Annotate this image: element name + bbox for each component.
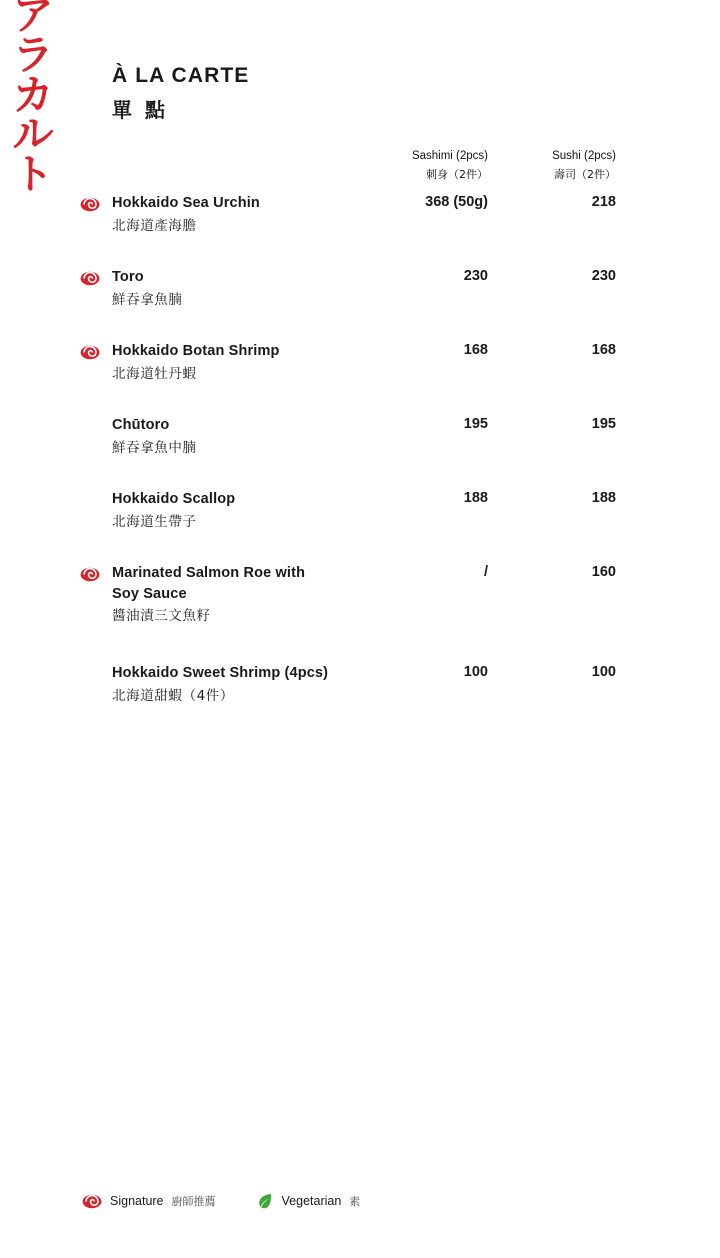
narutomaki-icon [80, 271, 100, 286]
column-header-sashimi-en: Sashimi (2pcs) [411, 150, 488, 162]
menu-item-name-en: Toro [112, 269, 144, 285]
menu-item-name-zh: 北海道牡丹蝦 [112, 365, 197, 382]
vertical-katakana-label [6, 0, 60, 199]
menu-item-price-sushi: 195 [591, 416, 616, 432]
menu-item-name-en: Hokkaido Sea Urchin [112, 195, 260, 211]
menu-item-name-zh: 鮮吞拿魚中腩 [112, 439, 197, 456]
menu-item-price-sushi: 218 [591, 194, 616, 210]
menu-item-price-sushi: 230 [591, 268, 616, 284]
menu-item [112, 663, 616, 737]
legend-label-vegetarian-en: Vegetarian [281, 1194, 342, 1208]
menu-item-name-en: Hokkaido Botan Shrimp [112, 343, 280, 359]
menu-item-price-sushi: 100 [591, 664, 616, 680]
menu-item-name-en: Marinated Salmon Roe with Soy Sauce [112, 565, 306, 602]
narutomaki-icon [82, 1194, 102, 1209]
menu-item-price-sushi: 160 [591, 564, 616, 580]
menu-item-price-sashimi: 188 [463, 490, 488, 506]
menu-item-name-zh: 北海道產海膽 [112, 217, 197, 234]
katakana-char: ア [12, 0, 54, 39]
menu-item [112, 563, 616, 663]
menu-item [112, 193, 616, 267]
signature-marker [80, 270, 106, 290]
menu-item [112, 415, 616, 489]
narutomaki-icon [80, 567, 100, 582]
menu-item-name-en: Chūtoro [112, 417, 170, 433]
menu-item [112, 267, 616, 341]
menu-item-price-sashimi: 368 (50g) [425, 194, 488, 210]
leaf-icon [256, 1192, 274, 1210]
katakana-char: ト [12, 150, 54, 199]
narutomaki-icon [80, 197, 100, 212]
katakana-char: カ [12, 70, 54, 119]
katakana-char: ラ [12, 30, 54, 79]
menu-section [112, 64, 616, 737]
narutomaki-icon [80, 345, 100, 360]
column-headers [112, 147, 616, 193]
column-header-sushi-en: Sushi (2pcs) [552, 150, 616, 162]
signature-marker [80, 196, 106, 216]
column-header-sashimi [318, 147, 488, 184]
legend-label-signature-zh: 廚師推薦 [171, 1195, 216, 1208]
menu-item-names [112, 563, 327, 626]
column-header-sashimi-zh: 刺身（2件） [426, 167, 488, 181]
legend-label-signature-en: Signature [110, 1194, 164, 1208]
katakana-char: ル [12, 110, 54, 159]
menu-item [112, 489, 616, 563]
legend-item-vegetarian [256, 1192, 361, 1210]
page-title-chinese: 單 點 [112, 98, 168, 122]
menu-item [112, 341, 616, 415]
menu-item-price-sushi: 168 [591, 342, 616, 358]
signature-marker [80, 566, 106, 586]
page-title: À LA CARTE [112, 64, 250, 87]
menu-item-name-zh: 北海道甜蝦（4件） [112, 687, 234, 704]
menu-item-name-zh: 鮮吞拿魚腩 [112, 291, 183, 308]
menu-item-name-en: Hokkaido Scallop [112, 491, 236, 507]
menu-item-name-zh: 北海道生帶子 [112, 513, 197, 530]
menu-item-price-sashimi: 100 [463, 664, 488, 680]
column-header-sushi [466, 147, 616, 184]
menu-item-price-sashimi: 195 [463, 416, 488, 432]
menu-item-price-sashimi: / [483, 564, 488, 580]
menu-item-price-sashimi: 168 [463, 342, 488, 358]
column-header-sushi-zh: 壽司（2件） [554, 167, 616, 181]
menu-item-price-sashimi: 230 [463, 268, 488, 284]
legend-label-vegetarian-zh: 素 [349, 1195, 361, 1208]
menu-item-name-zh: 醬油漬三文魚籽 [112, 608, 211, 625]
menu-item-price-sushi: 188 [591, 490, 616, 506]
legend-item-signature [82, 1193, 216, 1209]
legend [82, 1192, 360, 1210]
menu-item-name-en: Hokkaido Sweet Shrimp (4pcs) [112, 665, 329, 681]
signature-marker [80, 344, 106, 364]
